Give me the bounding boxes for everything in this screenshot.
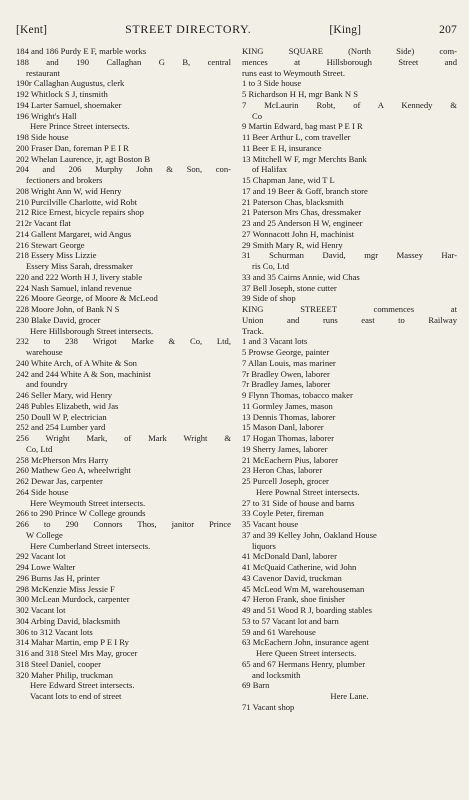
entry-continuation: of Halifax (252, 164, 288, 175)
directory-entry: 218 Essery Miss Lizzie (16, 250, 97, 261)
directory-entry: 224 Nash Samuel, inland revenue (16, 282, 132, 293)
directory-entry: 21 Paterson Chas, blacksmith (242, 196, 344, 207)
page-number: 207 (439, 24, 457, 36)
directory-entry: 69 Barn (242, 680, 270, 691)
directory-entry: 266 to 290 Connors Thos, janitor Prince (16, 519, 231, 529)
directory-entry: 13 Mitchell W F, mgr Merchts Bank (242, 153, 367, 164)
directory-entry: 31 Schurman David, mgr Massey Har- (242, 250, 457, 261)
directory-entry: 252 and 254 Lumber yard (16, 422, 106, 433)
entry-continuation: warehouse (26, 347, 63, 357)
entry-continuation: Essery Miss Sarah, dressmaker (26, 261, 133, 271)
directory-entry: 314 Mahar Martin, emp P E I Ry (16, 637, 129, 648)
directory-entry: 190r Callaghan Augustus, clerk (16, 78, 125, 89)
directory-entry: 41 McDonald Danl, laborer (242, 551, 337, 562)
directory-entry: 15 Mason Danl, laborer (242, 422, 324, 433)
section-heading: Here Hillsborough Street intersects. (30, 325, 154, 336)
directory-entry: 39 Side of shop (242, 293, 296, 304)
entry-continuation: Co, Ltd (26, 443, 53, 454)
directory-entry: 23 Heron Chas, laborer (242, 465, 323, 476)
directory-entry: runs east to Weymouth Street. (242, 67, 345, 78)
directory-entry: 11 Beer Arthur L, com traveller (242, 132, 351, 142)
directory-entry: 53 to 57 Vacant lot and barn (242, 615, 339, 626)
left-column (16, 46, 231, 713)
directory-entry: 47 Heron Frank, shoe finisher (242, 594, 345, 605)
section-heading: Here Pownal Street intersects. (256, 486, 360, 497)
directory-entry: 258 McPherson Mrs Harry (16, 454, 109, 465)
directory-entry: 214 Gallent Margaret, wid Angus (16, 228, 132, 239)
directory-entry: 256 Wright Mark, of Mark Wright & (16, 433, 231, 443)
directory-entry: 212 Rice Ernest, bicycle repairs shop (16, 207, 144, 218)
directory-entry: 71 Vacant shop (242, 701, 295, 712)
header-left-street: [Kent] (16, 24, 48, 36)
directory-entry: 33 and 35 Cairns Annie, wid Chas (242, 271, 360, 282)
directory-entry: 208 Wright Ann W, wid Henry (16, 185, 122, 196)
entry-continuation: fectioners and brokers (26, 175, 103, 185)
directory-entry: 19 Sherry James, laborer (242, 443, 328, 454)
directory-entry: 17 and 19 Beer & Goff, branch store (242, 185, 368, 196)
directory-entry: 188 and 190 Callaghan G B, central (16, 56, 231, 67)
directory-entry: 294 Lowe Walter (16, 562, 76, 572)
directory-entry: 1 to 3 Side house (242, 78, 302, 89)
directory-entry: 5 Richardson H H, mgr Bank N S (242, 89, 359, 99)
directory-entry: 9 Martin Edward, bag mast P E I R (242, 121, 363, 132)
directory-entry: 220 and 222 Worth H J, livery stable (16, 271, 143, 282)
directory-entry: 200 Fraser Dan, foreman P E I R (16, 142, 129, 153)
directory-entry: 27 Wonnacott John H, machinist (242, 228, 355, 239)
directory-entry: 1 and 3 Vacant lots (242, 336, 308, 347)
directory-entry: 63 McEachern John, insurance agent (242, 637, 369, 648)
directory-entry: 11 Beer E H, insurance (242, 142, 322, 153)
directory-entry: 210 Purcilville Charlotte, wid Robt (16, 196, 138, 207)
directory-entry: 196 Wright's Hall (16, 110, 77, 121)
directory-entry: 192 Whitlock S J, tinsmith (16, 89, 108, 99)
directory-entry: 15 Chapman Jane, wid T L (242, 175, 335, 185)
directory-entry: 7r Bradley Owen, laborer (242, 368, 330, 379)
directory-entry: 25 Purcell Joseph, grocer (242, 476, 329, 486)
directory-entry: 13 Dennis Thomas, laborer (242, 411, 336, 422)
entry-continuation: and foundry (26, 379, 68, 390)
entry-continuation: restaurant (26, 67, 60, 78)
page-title: STREET DIRECTORY. (125, 22, 252, 36)
section-heading: Here Cumberland Street intersects. (30, 540, 151, 551)
directory-entry: 296 Burns Jas H, printer (16, 572, 100, 583)
directory-entry: KING STREEET commences at (242, 304, 457, 314)
directory-entry: 21 McEachern Pius, laborer (242, 454, 338, 465)
directory-entry: 41 McQuaid Catherine, wid John (242, 562, 357, 572)
directory-entry: 17 Hogan Thomas, laborer (242, 433, 334, 443)
directory-entry: 184 and 186 Purdy E F, marble works (16, 46, 147, 56)
directory-entry: 212r Vacant flat (16, 218, 71, 228)
directory-entry: 232 to 238 Wrigot Marke & Co, Ltd, (16, 336, 231, 347)
directory-entry: 300 McLean Murdock, carpenter (16, 594, 130, 605)
directory-entry: 230 Blake David, grocer (16, 314, 101, 325)
directory-entry: 7 Allan Louis, mas mariner (242, 357, 336, 368)
directory-entry: 45 McLeod Wm M, warehouseman (242, 583, 365, 594)
directory-entry: 264 Side house (16, 486, 69, 497)
directory-entry: 23 and 25 Anderson H W, engineer (242, 218, 363, 228)
directory-entry: 33 Coyle Peter, fireman (242, 508, 324, 519)
directory-entry: 27 to 31 Side of house and barns (242, 497, 355, 508)
section-heading: Here Weymouth Street intersects. (30, 497, 146, 508)
directory-entry: 9 Flynn Thomas, tobacco maker (242, 390, 353, 400)
entry-continuation: Co (252, 110, 263, 121)
directory-columns (16, 46, 457, 713)
directory-entry: 250 Doull W P, electrician (16, 411, 107, 422)
directory-entry: 37 and 39 Kelley John, Oakland House (242, 529, 377, 540)
directory-entry: Union and runs east to Railway (242, 314, 457, 325)
directory-entry: 35 Vacant house (242, 519, 299, 529)
section-heading: Here Lane. (330, 691, 369, 701)
directory-entry: 320 Maher Philip, truckman (16, 669, 113, 680)
directory-entry: 7 McLaurin Robt, of A Kennedy & (242, 99, 457, 110)
directory-entry: 21 Paterson Mrs Chas, dressmaker (242, 207, 362, 218)
entry-continuation: liquors (252, 540, 276, 551)
directory-entry: 298 McKenzie Miss Jessie F (16, 583, 115, 594)
entry-continuation: W College (26, 529, 63, 540)
directory-entry: 304 Arbing David, blacksmith (16, 615, 121, 626)
directory-entry: 246 Seller Mary, wid Henry (16, 390, 113, 400)
entry-continuation: ris Co, Ltd (252, 261, 290, 271)
directory-entry: 302 Vacant lot (16, 605, 66, 615)
directory-entry: 29 Smith Mary R, wid Henry (242, 239, 343, 250)
directory-entry: 198 Side house (16, 132, 69, 142)
directory-entry: 204 and 206 Murphy John & Son, con- (16, 164, 231, 175)
directory-entry: 262 Dewar Jas, carpenter (16, 476, 103, 486)
directory-entry: KING SQUARE (North Side) com- (242, 46, 457, 56)
directory-entry: 228 Moore John, of Bank N S (16, 304, 120, 314)
header-right-street: [King] (329, 24, 362, 36)
directory-entry: 5 Prowse George, painter (242, 347, 330, 357)
directory-entry: 65 and 67 Hermans Henry, plumber (242, 658, 366, 669)
directory-entry: 306 to 312 Vacant lots (16, 626, 93, 637)
page-header (16, 22, 457, 37)
section-heading: Here Prince Street intersects. (30, 121, 130, 132)
directory-entry: 242 and 244 White A & Son, machinist (16, 368, 151, 379)
directory-entry: 248 Publes Elizabeth, wid Jas (16, 400, 119, 411)
directory-entry: Track. (242, 325, 264, 336)
directory-entry: 194 Larter Samuel, shoemaker (16, 99, 122, 110)
directory-entry: 43 Cavenor David, truckman (242, 572, 342, 583)
section-heading: Vacant lots to end of street (30, 691, 122, 701)
directory-entry: 316 and 318 Steel Mrs May, grocer (16, 648, 138, 658)
section-heading: Here Edward Street intersects. (30, 680, 135, 691)
entry-continuation: and locksmith (252, 669, 301, 680)
directory-entry: mences at Hillsborough Street and (242, 56, 457, 67)
directory-entry: 7r Bradley James, laborer (242, 379, 331, 390)
section-heading: Here Queen Street intersects. (256, 648, 357, 658)
directory-entry: 202 Whelan Laurence, jr, agt Boston B (16, 153, 151, 164)
directory-entry: 49 and 51 Wood R J, boarding stables (242, 605, 372, 615)
right-column (242, 46, 457, 713)
directory-entry: 292 Vacant lot (16, 551, 66, 562)
directory-entry: 37 Bell Joseph, stone cutter (242, 282, 337, 293)
directory-entry: 260 Mathew Geo A, wheelwright (16, 465, 131, 476)
directory-entry: 318 Steel Daniel, cooper (16, 658, 101, 669)
directory-entry: 226 Moore George, of Moore & McLeod (16, 293, 158, 304)
directory-entry: 266 to 290 Prince W College grounds (16, 508, 146, 519)
directory-entry: 59 and 61 Warehouse (242, 626, 316, 637)
directory-entry: 240 White Arch, of A White & Son (16, 357, 137, 368)
directory-entry: 216 Stewart George (16, 239, 85, 250)
directory-entry: 11 Gormley James, mason (242, 400, 333, 411)
